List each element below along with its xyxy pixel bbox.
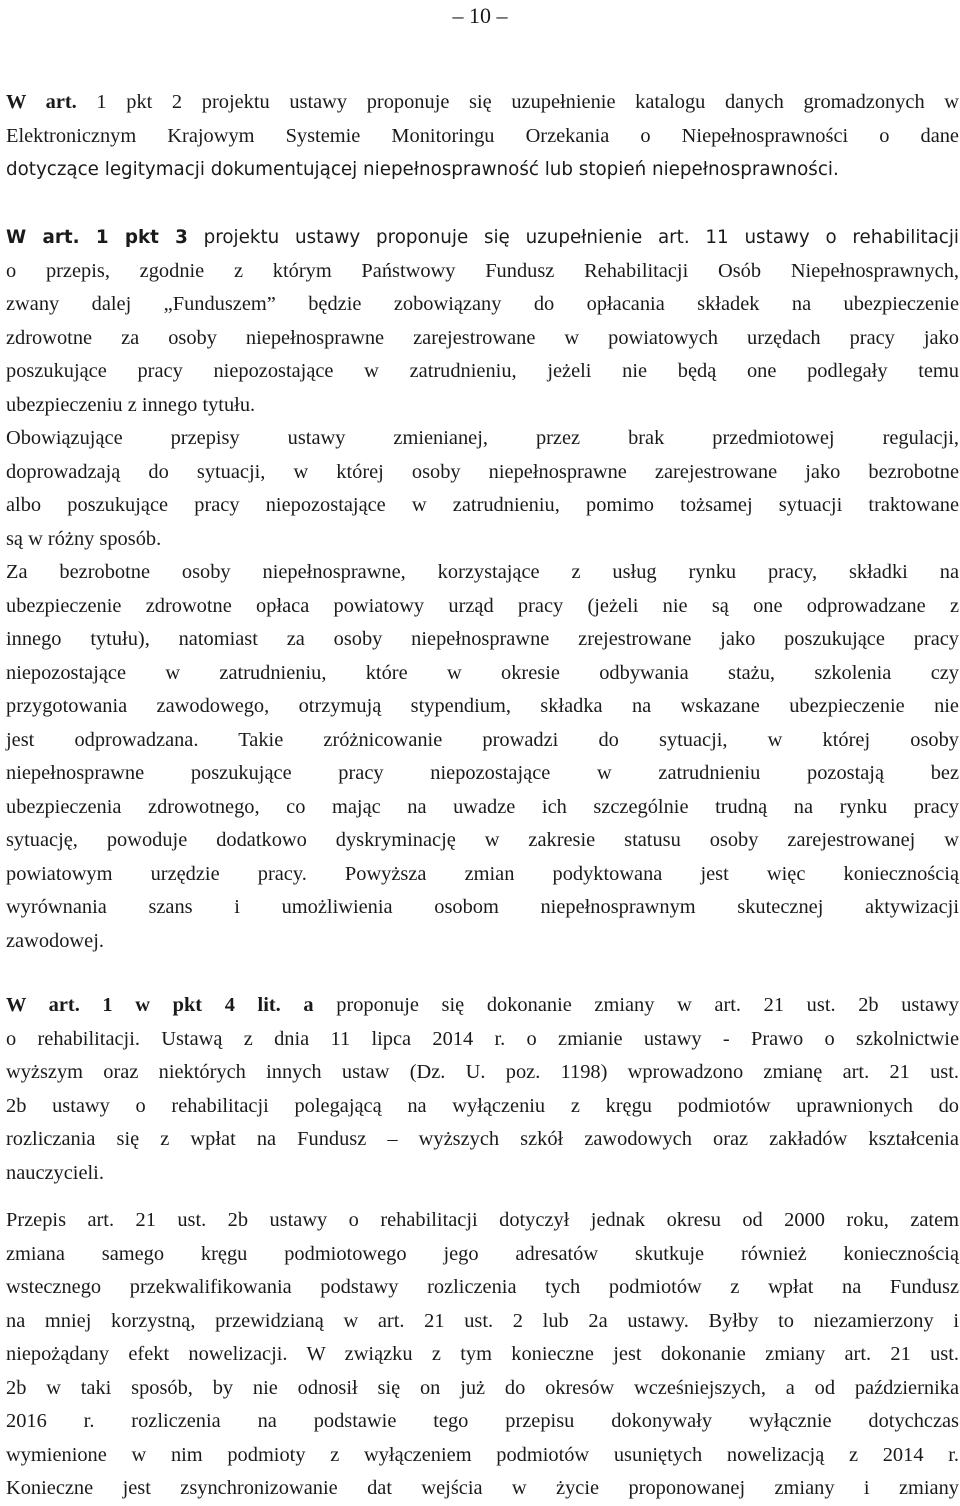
text-line: 2b w taki sposób, by nie odnosił się on już do okresów wcześniejszych, a od października	[6, 1376, 959, 1399]
text-line: albo poszukujące pracy niepozostające w zatrudnieniu, pomimo tożsamej sytuacji traktowane	[6, 494, 959, 516]
text-line: Za bezrobotne osoby niepełnosprawne, korzystające z usług rynku pracy, składki na	[6, 561, 959, 583]
text-line: powiatowym urzędzie pracy. Powyższa zmian podyktowana jest więc koniecznością	[6, 862, 959, 885]
text-line: nauczycieli.	[6, 1161, 104, 1184]
text-line: wyrównania szans i umożliwienia osobom niepełnosprawnym skutecznej aktywizacji	[6, 896, 959, 918]
text-line: ubezpieczeniu z innego tytułu.	[6, 393, 256, 416]
text-line: 2016 r. rozliczenia na podstawie tego przepisu dokonywały wyłącznie dotychczas	[6, 1410, 959, 1432]
text-line: Elektronicznym Krajowym Systemie Monitoringu Orzekania o Niepełnosprawności o dane	[6, 124, 959, 147]
text-line: niepożądany efekt nowelizacji. W związku z tym konieczne jest dokonanie zmiany art. 21 ust.	[6, 1343, 959, 1365]
text-line: jest odprowadzana. Takie zróżnicowanie prowadzi do sytuacji, w której osoby	[6, 728, 959, 751]
text-line: są w różny sposób.	[6, 527, 162, 550]
paragraph-art1-pkt4-lit-a	[6, 989, 959, 1190]
article-reference: W art.	[6, 91, 77, 113]
text-line: Konieczne jest zsynchronizowanie dat wejścia w życie proponowanej zmiany i zmiany	[6, 1477, 959, 1499]
text-line: przygotowania zawodowego, otrzymują stypendium, składka na wskazane ubezpieczenie nie	[6, 695, 959, 717]
page-number: – 10 –	[452, 3, 508, 28]
text-line: zawodowej.	[6, 929, 104, 952]
paragraph-art21-ust2b	[6, 1204, 959, 1506]
article-reference: W art. 1 w pkt 4 lit. a	[6, 994, 314, 1016]
text-line: zmiana samego kręgu podmiotowego jego adresatów skutkuje również koniecznością	[6, 1242, 959, 1265]
text-line: ubezpieczenie zdrowotne opłaca powiatowy urząd pracy (jeżeli nie są one odprowadzane z	[6, 594, 959, 617]
text-line: dotyczące legitymacji dokumentującej niepełnosprawność lub stopień niepełnosprawności.	[6, 159, 839, 180]
text-line: W art. 1 pkt 2 projektu ustawy proponuje się uzupełnienie katalogu danych gromadzonych w	[6, 91, 959, 113]
article-reference: W art. 1 pkt 3	[6, 227, 188, 248]
text-line: rozliczania się z wpłat na Fundusz – wyższych szkół zawodowych oraz zakładów kształcenia	[6, 1128, 959, 1150]
text-line: Przepis art. 21 ust. 2b ustawy o rehabilitacji dotyczył jednak okresu od 2000 roku, zatem	[6, 1209, 959, 1231]
text-line: niepozostające w zatrudnieniu, które w okresie odbywania stażu, szkolenia czy	[6, 661, 959, 684]
paragraph-art1-pkt2	[6, 86, 959, 187]
text-line: wyższym oraz niektórych innych ustaw (Dz. U. poz. 1198) wprowadzono zmianę art. 21 ust.	[6, 1061, 959, 1083]
text-line: zwany dalej „Funduszem” będzie zobowiązany do opłacania składek na ubezpieczenie	[6, 293, 959, 315]
text-line: poszukujące pracy niepozostające w zatrudnieniu, jeżeli nie będą one podlegały temu	[6, 360, 959, 382]
text-line: o rehabilitacji. Ustawą z dnia 11 lipca 2014 r. o zmianie ustawy - Prawo o szkolnictwie	[6, 1027, 959, 1050]
text-line: Obowiązujące przepisy ustawy zmienianej, przez brak przedmiotowej regulacji,	[6, 427, 959, 449]
text-line: sytuację, powoduje dodatkowo dyskryminację w zakresie statusu osoby zarejestrowanej w	[6, 829, 959, 851]
text-line: W art. 1 w pkt 4 lit. a proponuje się dokonanie zmiany w art. 21 ust. 2b ustawy	[6, 994, 960, 1016]
text-line: 2b ustawy o rehabilitacji polegającą na wyłączeniu z kręgu podmiotów uprawnionych do	[6, 1094, 959, 1117]
text-line: wstecznego przekwalifikowania podstawy rozliczenia tych podmiotów z wpłat na Fundusz	[6, 1276, 959, 1298]
text-line: ubezpieczenia zdrowotnego, co mając na uwadze ich szczególnie trudną na rynku pracy	[6, 795, 959, 818]
text-line: zdrowotne za osoby niepełnosprawne zarejestrowane w powiatowych urzędach pracy jako	[6, 326, 959, 349]
text-line: wymienione w nim podmioty z wyłączeniem podmiotów usuniętych nowelizacją z 2014 r.	[6, 1443, 959, 1466]
text-line: innego tytułu), natomiast za osoby niepełnosprawne zrejestrowane jako poszukujące pracy	[6, 628, 959, 650]
text-line: o przepis, zgodnie z którym Państwowy Fundusz Rehabilitacji Osób Niepełnosprawnych,	[6, 259, 959, 282]
text-line: niepełnosprawne poszukujące pracy niepozostające w zatrudnieniu pozostają bez	[6, 762, 959, 784]
text-line: W art. 1 pkt 3 projektu ustawy proponuje się uzupełnienie art. 11 ustawy o rehabilitacji	[6, 227, 959, 248]
text-line: na mniej korzystną, przewidzianą w art. 21 ust. 2 lub 2a ustawy. Byłby to niezamierzony i	[6, 1309, 959, 1332]
text-line: doprowadzają do sytuacji, w której osoby niepełnosprawne zarejestrowane jako bezrobotne	[6, 460, 959, 483]
paragraph-art1-pkt3	[6, 221, 959, 958]
